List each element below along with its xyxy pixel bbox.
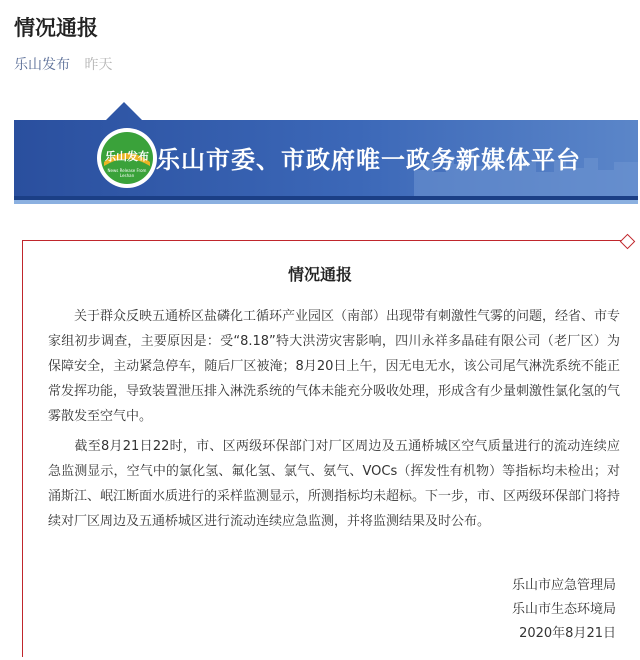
article-title: 情况通报 <box>14 16 98 40</box>
publish-time: 昨天 <box>84 57 113 73</box>
banner-slogan: 乐山市委、市政府唯一政务新媒体平台 <box>156 146 581 174</box>
signatory-environment-bureau: 乐山市生态环境局 <box>511 602 616 617</box>
notice-paragraph-2: 截至8月21日22时，市、区两级环保部门对厂区周边及五通桥城区空气质量进行的流动连续应急监测显示，空气中的氯化氢、氟化氢、氯气、氨气、VOCs（挥发性有机物）等指标均未检出；对涌斯江、岷江断面水质进行的采样监测显示，所测指标均未超标。下一步，市、区两级环保部门将持续对厂区周边及五通桥城区进行流动连续应急监测，并将监测结果及时公布。 <box>48 439 621 529</box>
notice-paragraph-1: 关于群众反映五通桥区盐磷化工循环产业园区（南部）出现带有刺激性气雾的问题，经省、市专家组初步调查，主要原因是：受“8.18”特大洪涝灾害影响，四川永祥多晶硅有限公司（老厂区）为保障安全，主动紧急停车，随后厂区被淹；8月20日上午，因无电无水，该公司尾气淋洗系统不能正常发挥功能，导致装置泄压排入淋洗系统的气体未能充分吸收处理，形成含有少量刺激性氯化氢的气雾散发至空气中。 <box>48 309 621 424</box>
notice-heading: 情况通报 <box>287 265 352 284</box>
signatory-emergency-bureau: 乐山市应急管理局 <box>511 578 616 593</box>
logo-subtext: News Release From Leshan <box>107 168 147 178</box>
notice-date: 2020年8月21日 <box>519 626 616 641</box>
account-name-link[interactable]: 乐山发布 <box>14 57 70 73</box>
logo-text: 乐山发布 <box>105 150 149 163</box>
article-meta <box>14 54 112 74</box>
